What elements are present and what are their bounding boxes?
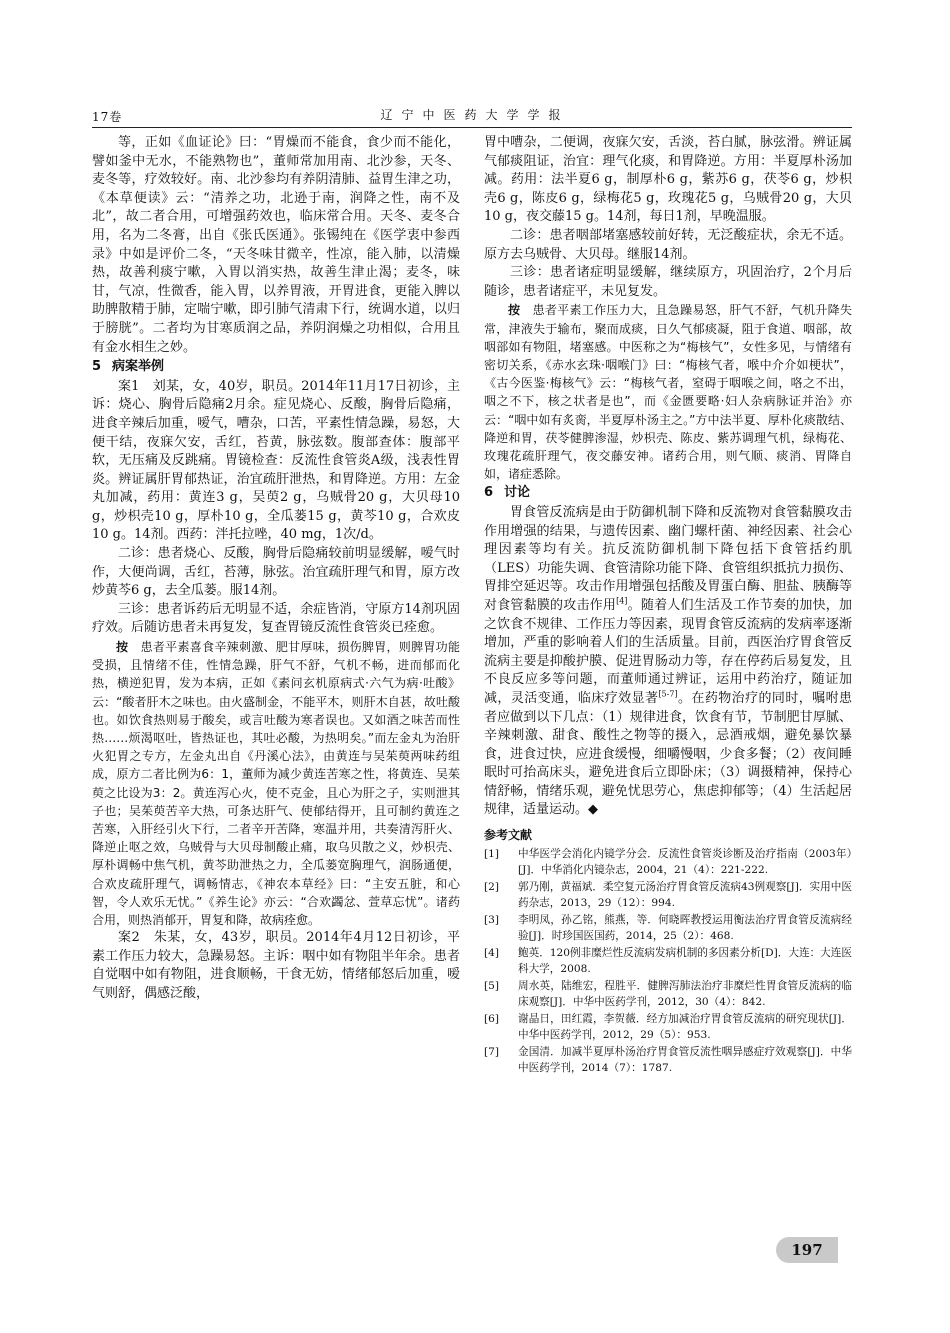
reference-number: [1]	[484, 847, 500, 860]
section-title: 病案举例	[112, 359, 165, 375]
page-number: 197	[776, 1237, 838, 1263]
reference-number: [6]	[484, 1012, 500, 1025]
reference-text: 周水英，陆维宏，程胜平．健脾泻肺法治疗非糜烂性胃食管反流病的临床观察[J]．中华中医药学刊，2012，30（4）：842.	[518, 979, 852, 1008]
case-1-third-visit: 三诊：患者诉药后无明显不适，余症皆消，守原方14剂巩固疗效。后随访患者未再复发，复查胃镜反流性食管炎已痊愈。	[92, 601, 460, 636]
case-2-commentary	[484, 301, 852, 483]
discussion-paragraph	[484, 504, 852, 820]
header-volume: 17卷	[92, 110, 123, 124]
references-heading: 参考文献	[484, 828, 533, 843]
reference-number: [7]	[484, 1045, 500, 1058]
reference-item	[484, 978, 852, 1010]
case-1-second-visit: 二诊：患者烧心、反酸，胸骨后隐痛较前明显缓解，嗳气时作，大便尚调，舌红，苔薄，脉弦。治宜疏肝理气和胃，原方改炒黄芩6 g，去全瓜蒌。服14剂。	[92, 546, 460, 599]
reference-number: [2]	[484, 880, 500, 893]
references-list	[484, 846, 852, 1076]
reference-item	[484, 945, 852, 977]
left-column	[92, 134, 460, 1004]
commentary-text: 患者平素喜食辛辣刺激、肥甘厚味，损伤脾胃，则脾胃功能受损，且情绪不佳，性情急躁，肝气不舒，气机不畅，进而郁而化热，横逆犯胃，发为本病，正如《素问玄机原病式·六气为病·吐酸》云：“酸者肝木之味也。由火盛制金，不能平木，则肝木自甚，故吐酸也。如饮食热则易于酸矣，或言吐酸为寒者误也。又如酒之味苦而性热……烦渴呕吐，皆热证也，其吐必酸，为热明矣。”而左金丸为治肝火犯胃之专方，左金丸出自《丹溪心法》，由黄连与吴茱萸两味药组成，原方二者比例为6：1，董师为减少黄连苦寒之性，将黄连、吴茱萸之比设为3：2。黄连泻心火，使不克金，且心为肝之子，实则泄其子也；吴茱萸苦辛大热，可条达肝气、使郁结得开，且可制约黄连之苦寒，入肝经引火下行，二者辛开苦降，寒温并用，共奏清泻肝火、降逆止呕之效，乌贼骨与大贝母制酸止痛，取乌贝散之义，炒枳壳、厚朴调畅中焦气机，黄芩助泄热之力，全瓜蒌宽胸理气，润肠通便，合欢皮疏肝理气，调畅情志，《神农本草经》曰：“主安五脏，和心智，令人欢乐无忧。”《养生论》亦云：“合欢蠲忿、萱草忘忧”。诸药合用，则热消郁开，胃复和降，故病痊愈。	[92, 640, 460, 928]
header-journal-title: 辽宁中医药大学学报	[380, 108, 570, 122]
reference-text: 郭乃刚，黄福斌．柔空复元汤治疗胃食管反流病43例观察[J]．实用中医药杂志，2013，29（12）：994.	[518, 880, 852, 909]
reference-item	[484, 846, 852, 878]
section-heading-6	[484, 484, 852, 503]
discussion-text-b: 。随着人们生活及工作节奏的加快，加之饮食不规律、工作压力等因素，现胃食管反流病的发病率逐渐增加，严重的影响着人们的生活质量。目前，西医治疗胃食管反流病主要是抑酸护膜、促进胃肠动力等，存在停药后易复发，且不良反应多等问题，而董师通过辨证，运用中药治疗，随证加减，灵活变通，临床疗效显著	[484, 597, 852, 706]
reference-text: 李明凤，孙乙铭，熊燕，等．何晓晖教授运用衡法治疗胃食管反流病经验[J]．时珍国医国药，2014，25（2）：468.	[518, 913, 852, 942]
reference-text: 谢晶日，田红霞，李贺薇．经方加减治疗胃食管反流病的研究现状[J]．中华中医药学刊，2012，29（5）：953.	[518, 1012, 852, 1041]
paragraph-continuation: 等，正如《血证论》曰：“胃燥而不能食，食少而不能化，譬如釜中无水，不能熟物也”，董师常加用南、北沙参，天冬、麦冬等，疗效较好。南、北沙参均有养阴清肺、益胃生津之功，《本草便读》云：“清养之功，北逊于南，润降之性，南不及北”，故二者合用，可增强药效也，临床常合用。天冬、麦冬合用，名为二冬膏，出自《张氏医通》。张锡纯在《医学衷中参西录》中如是评价二冬，“天冬味甘微辛，性凉，能入肺，以清燥热，故善利痰宁嗽，入胃以消实热，故善生津止渴；麦冬，味甘，气凉，性微香，能入胃，以养胃液，开胃进食，更能入脾以助脾散精于肺，定喘宁嗽，即引肺气清肃下行，统调水道，以归于膀胱”。二者均为甘寒质润之品，养阴润燥之功相似，合用且有金水相生之妙。	[92, 135, 460, 355]
case-2-second-visit: 二诊：患者咽部堵塞感较前好转，无泛酸症状，余无不适。原方去乌贼骨、大贝母。继服14剂。	[484, 227, 852, 262]
reference-number: [3]	[484, 913, 500, 926]
discussion-text-c: 。在药物治疗的同时，嘱咐患者应做到以下几点：（1）规律进食，饮食有节，节制肥甘厚腻、辛辣刺激、甜食、酸性之物等的摄入，忌酒戒烟，避免暴饮暴食，进食过快，应进食缓慢，细嚼慢咽，少食多餐；（2）夜间睡眠时可抬高床头，避免进食后立即卧床；（3）调摄精神，保持心情舒畅，情绪乐观，避免忧思劳心，焦虑抑郁等；（4）生活起居规律，适量运动。◆	[484, 690, 852, 818]
citation-5-7: [5-7]	[658, 689, 678, 699]
section-number: 5	[92, 359, 102, 375]
case-2-third-visit: 三诊：患者诸症明显缓解，继续原方，巩固治疗，2个月后随诊，患者诸症平，未见复发。	[484, 265, 852, 299]
section-title: 讨论	[504, 485, 531, 501]
commentary-label: 按	[508, 303, 521, 318]
discussion-text-a: 胃食管反流病是由于防御机制下降和反流物对食管黏膜攻击作用增强的结果，与遗传因素、幽门螺杆菌、神经因素、社会心理因素等均有关。抗反流防御机制下降包括下食管括约肌（LES）功能失调、食管清除功能下降、食管组织抵抗力损伤、胃排空延迟等。攻击作用增强包括酸及胃蛋白酶、胆盐、胰酶等对食管黏膜的攻击作用	[484, 504, 852, 613]
commentary-text: 患者平素工作压力大，且急躁易怒，肝气不舒，气机升降失常，津液失于输布，聚而成痰，日久气郁痰凝，阻于食道、咽部，故咽部如有物阻，堵塞感。中医称之为“梅核气”，女性多见，与情绪有密切关系，《赤水玄珠·咽喉门》曰：“梅核气者，喉中介介如梗状”，《古今医鉴·梅核气》云：“梅核气者，窒碍于咽喉之间，咯之不出，咽之不下，核之状者是也”，而《金匮要略·妇人杂病脉证并治》亦云：“咽中如有炙脔，半夏厚朴汤主之。”方中法半夏、厚朴化痰散结、降逆和胃，茯苓健脾渗湿，炒枳壳、陈皮、紫苏调理气机，绿梅花、玫瑰花疏肝理气，夜交藤安神。诸药合用，则气顺、痰消、胃降自如，诸症悉除。	[484, 303, 852, 482]
section-heading-5	[92, 358, 460, 377]
reference-text: 金国清．加减半夏厚朴汤治疗胃食管反流性咽异感症疗效观察[J]．中华中医药学刊，2014（7）：1787.	[518, 1045, 852, 1074]
reference-item	[484, 1044, 852, 1076]
section-number: 6	[484, 485, 494, 501]
reference-text: 中华医学会消化内镜学分会．反流性食管炎诊断及治疗指南（2003年）[J]．中华消化内镜杂志，2004，21（4）：221-222.	[518, 847, 852, 876]
right-column	[484, 134, 852, 1077]
case-1-commentary	[92, 638, 460, 929]
reference-number: [4]	[484, 946, 500, 959]
case-2-first-visit: 案2 朱某，女，43岁，职员。2014年4月12日初诊，平素工作压力较大，急躁易怒。主诉：咽中如有物阻半年余。患者自觉咽中如有物阻，进食顺畅，干食无妨，情绪郁怒后加重，嗳气则舒，偶感泛酸，	[92, 930, 460, 1002]
reference-item	[484, 1011, 852, 1043]
citation-4: [4]	[616, 596, 628, 606]
reference-text: 鲍英．120例非糜烂性反流病发病机制的多因素分析[D]．大连：大连医科大学，2008.	[518, 946, 852, 975]
header-rule	[92, 127, 852, 128]
reference-item	[484, 879, 852, 911]
reference-item	[484, 912, 852, 944]
case-1-first-visit: 案1 刘某，女，40岁，职员。2014年11月17日初诊，主诉：烧心、胸骨后隐痛2月余。症见烧心、反酸，胸骨后隐痛，进食辛辣后加重，嗳气，嘈杂，口苦，平素性情急躁，易怒，大便干结，夜寐欠安，舌红，苔黄，脉弦数。腹部查体：腹部平软，无压痛及反跳痛。胃镜检查：反流性食管炎A级，浅表性胃炎。辨证属肝胃郁热证，治宜疏肝泄热，和胃降逆。方用：左金丸加减，药用：黄连3 g，吴萸2 g，乌贼骨20 g，大贝母10 g，炒枳壳10 g，厚朴10 g，全瓜蒌15 g，黄芩10 g，合欢皮10 g。14剂。西药：泮托拉唑，40 mg，1次/d。	[92, 378, 460, 543]
commentary-label: 按	[116, 640, 129, 655]
reference-number: [5]	[484, 979, 500, 992]
case-2-continuation: 胃中嘈杂，二便调，夜寐欠安，舌淡，苔白腻，脉弦滑。辨证属气郁痰阻证，治宜：理气化痰，和胃降逆。方用：半夏厚朴汤加减。药用：法半夏6 g，制厚朴6 g，紫苏6 g，茯苓6 g，炒枳壳6 g，陈皮6 g，绿梅花5 g，玫瑰花5 g，乌贼骨20 g，大贝10 g，夜交藤15 g。14剂，每日1剂，早晚温服。	[484, 135, 852, 225]
